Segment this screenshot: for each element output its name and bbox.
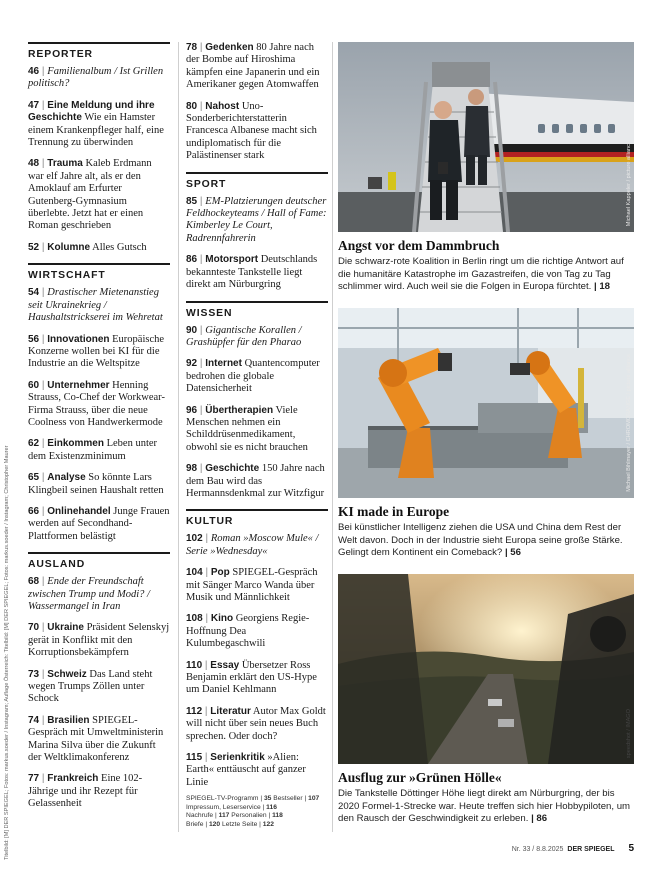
section-heading: WIRTSCHAFT (28, 270, 106, 282)
separator: | (39, 773, 48, 785)
toc-entry[interactable] (28, 773, 170, 810)
toc-keyword: Einkommen (47, 438, 104, 450)
toc-entry[interactable] (186, 660, 328, 697)
toc-description: Das Land steht wegen Trumps Zöllen unter Schock (28, 668, 153, 705)
toc-keyword: Ukraine (47, 622, 84, 634)
toc-page-number: 70 (28, 622, 40, 634)
toc-page-number: 73 (28, 668, 40, 680)
toc-section (186, 509, 328, 789)
toc-page-number: 54 (28, 287, 40, 299)
toc-page-number: 86 (186, 254, 198, 266)
toc-entry[interactable] (28, 66, 170, 91)
issue-date: Nr. 33 / 8.8.2025 (511, 846, 564, 853)
toc-entry[interactable] (186, 752, 328, 789)
separator: | (39, 472, 48, 484)
toc-page-number: 48 (28, 158, 40, 170)
toc-description: So könnte Lars Klingbeil seinen Haushalt retten (28, 472, 164, 496)
toc-description: Junge Frauen werden auf Secondhand-Plattformen belästigt (28, 505, 170, 542)
toc-description: Autor Max Goldt will nicht über sein neues Buch sprechen. Oder doch? (186, 705, 326, 742)
separator: | (197, 254, 206, 266)
toc-page-number: 92 (186, 358, 198, 370)
toc-keyword: Innovationen (47, 333, 110, 345)
toc-description: Ende der Freundschaft zwischen Trump und Modi? / Wassermangel in Iran (28, 576, 150, 612)
toc-entry[interactable] (28, 100, 170, 150)
toc-page-number: 78 (186, 42, 198, 53)
toc-keyword: Geschichte (205, 463, 260, 475)
column-divider (332, 42, 333, 832)
service-page: 120 (208, 820, 221, 828)
toc-description: EM-Platzierungen deutscher Feldhockeyteams / Hall of Fame: Kimberley Le Court, Radrennfahrerin (186, 195, 327, 244)
feature-teaser: Die Tankstelle Döttinger Höhe liegt direkt am Nürburgring, der bis 2020 Formel-1-Strecke war. Heute treffen sich hier Hobbypiloten, um den Rausch der Geschwindigkeit zu erleben. | 86 (338, 788, 631, 825)
toc-description: 150 Jahre nach dem Bau wird das Hermannsdenkmal zur Witzfigur (186, 463, 325, 499)
service-listing (186, 795, 328, 829)
toc-section (186, 172, 328, 292)
toc-description: Übersetzer Ross Benjamin erklärt den US-Hype um Daniel Kehlmann (186, 659, 317, 696)
toc-page-number: 102 (186, 533, 203, 545)
toc-page-number: 52 (28, 241, 40, 253)
toc-keyword: Gedenken (205, 42, 254, 53)
service-row: Briefe | 120 Letzte Seite | 122 (186, 820, 274, 828)
toc-description: Quantencomputer bedrohen die globale Datensicherheit (186, 358, 320, 395)
toc-entry[interactable] (186, 567, 328, 604)
feature-title[interactable]: Ausflug zur »Grünen Hölle« (338, 770, 502, 785)
page-number: 5 (628, 843, 634, 854)
toc-entry[interactable] (28, 669, 170, 706)
toc-entry[interactable] (28, 506, 170, 543)
toc-keyword: Serienkritik (210, 752, 265, 764)
toc-description: Viele Menschen nehmen ein Schilddrüsenmedikament, obwohl sie es nicht brauchen (186, 404, 308, 453)
toc-entry[interactable] (186, 42, 328, 92)
separator: | (39, 158, 48, 170)
toc-page-number: 68 (28, 576, 40, 588)
service-item[interactable]: SPIEGEL-TV-Programm (186, 795, 259, 803)
service-item[interactable]: Briefe (186, 820, 204, 828)
toc-page-number: 46 (28, 66, 40, 77)
toc-description: »Alien: Earth« enttäuscht auf ganzer Linie (186, 752, 306, 788)
feature-gaza[interactable] (338, 42, 634, 294)
photo-credit: speedshot / IMAGO (626, 708, 632, 758)
toc-page-number: 47 (28, 99, 40, 111)
toc-entry[interactable] (186, 463, 328, 500)
toc-page-number: 104 (186, 567, 203, 579)
page-footer (338, 843, 634, 854)
toc-keyword: Übertherapien (205, 404, 274, 416)
toc-page-number: 85 (186, 195, 198, 207)
toc-page-number: 56 (28, 333, 40, 345)
feature-teaser: Bei künstlicher Intelligenz ziehen die USA und China dem Rest der Welt davon. Doch in der Industrie sieht Europa seine große Stärke. Gelingt dem Kontinent ein Comeback? | 56 (338, 522, 623, 559)
service-row: Impressum, Leserservice | 116 (186, 803, 277, 811)
toc-section (28, 552, 170, 811)
feature-photo-robot (338, 308, 634, 498)
toc-keyword: Essay (210, 659, 240, 671)
service-page: 118 (272, 812, 283, 820)
toc-entry[interactable] (186, 325, 328, 350)
toc-page-number: 74 (28, 714, 40, 726)
toc-section (186, 42, 328, 163)
toc-page-number: 115 (186, 752, 203, 764)
toc-keyword: Nahost (205, 100, 240, 112)
separator: | (202, 659, 211, 671)
toc-page-number: 98 (186, 463, 198, 475)
toc-keyword: Kino (210, 613, 234, 625)
service-item[interactable]: Bestseller (273, 795, 303, 803)
left-photo-credit: Titelbild: [M] DER SPIEGEL; Fotos: markus.soeder / Instagram; Auflage Österreich: Titelbild: [M] DER SPIEGEL; Fotos: markus.soeder / Instagram; Christopher Maurer (4, 445, 10, 860)
toc-description: Uno-Sonderberichterstatterin Francesca Albanese macht sich undiplomatisch für die Palästinenser stark (186, 100, 317, 162)
toc-entry[interactable] (28, 715, 170, 765)
toc-section (28, 42, 170, 254)
feature-photo-race-track (338, 574, 634, 764)
toc-keyword: Literatur (210, 705, 251, 717)
toc-entry[interactable] (186, 101, 328, 163)
toc-description: Eine 102-Jährige und ihr Rezept für Gelassenheit (28, 773, 143, 810)
feature-ki[interactable] (338, 308, 634, 560)
toc-keyword: Trauma (47, 158, 83, 170)
toc-entry[interactable] (186, 706, 328, 743)
service-item[interactable]: Personalien (231, 812, 267, 820)
separator: | (197, 100, 206, 112)
separator: | (197, 463, 206, 475)
toc-description: Präsident Selenskyj gerät in Konflikt mit den Korruptionsbekämpfern (28, 622, 170, 659)
toc-description: Georgiens Regie-Hoffnung Dea Kulumbegaschwili (186, 613, 310, 650)
toc-entry[interactable] (186, 613, 328, 650)
toc-page-number: 80 (186, 100, 198, 112)
toc-description: Roman »Moscow Mule« / Serie »Wednesday« (186, 533, 319, 557)
separator: | (39, 714, 48, 726)
toc-entry[interactable] (28, 287, 170, 324)
toc-entry[interactable] (186, 533, 328, 558)
toc-description: SPIEGEL-Gespräch mit Sänger Marco Wanda über Musik und Männlichkeit (186, 567, 318, 603)
separator: | (39, 576, 48, 588)
service-page: 107 (308, 795, 320, 803)
toc-description: Europäische Konzerne wollen bei KI für die Industrie an die Weltspitze (28, 333, 165, 370)
separator: | (197, 195, 206, 207)
toc-description: Deutschlands bekannteste Tankstelle liegt direkt am Nürburgring (186, 254, 318, 291)
separator: | (39, 333, 48, 345)
separator: | (39, 379, 48, 391)
toc-description: SPIEGEL-Gespräch mit Umweltministerin Marina Silva über die Zukunft der Weltklimakonferenz (28, 714, 164, 764)
toc-description: Kaleb Erdmann war elf Jahre alt, als er den Amoklauf am Erfurter Gutenberg-Gymnasium überlebte. Jetzt hat er einen Roman geschrieben (28, 158, 152, 232)
separator: | (202, 567, 211, 579)
separator: | (197, 324, 206, 336)
toc-page-number: 112 (186, 705, 203, 717)
separator: | (39, 622, 48, 634)
separator: | (39, 66, 48, 77)
toc-entry[interactable] (186, 358, 328, 395)
toc-description: 80 Jahre nach der Bombe auf Hiroshima kämpfen eine Japanerin und ein Amerikaner gegen Atomwaffen (186, 42, 320, 91)
toc-keyword: Brasilien (47, 714, 90, 726)
toc-description: Wie ein Hamster einem Krankenpfleger half, eine Trennung zu überwinden (28, 112, 164, 149)
separator: | (202, 705, 211, 717)
separator: | (39, 99, 48, 111)
separator: | (202, 752, 211, 764)
separator: | (197, 358, 206, 370)
toc-section (28, 263, 170, 543)
toc-entry[interactable] (28, 334, 170, 371)
section-heading: REPORTER (28, 49, 93, 60)
toc-description: Gigantische Korallen / Grashüpfer für den Pharao (186, 324, 302, 348)
toc-keyword: Eine Meldung und ihre Geschichte (28, 99, 155, 124)
publication-name: DER SPIEGEL (567, 846, 615, 853)
toc-keyword: Motorsport (205, 254, 259, 266)
section-heading: AUSLAND (28, 559, 86, 571)
toc-page-number: 60 (28, 379, 40, 391)
separator: | (39, 287, 48, 299)
separator: | (39, 505, 48, 517)
toc-column-middle (186, 42, 328, 829)
toc-keyword: Analyse (47, 472, 86, 484)
toc-description: Henning Strauss, Co-Chef der Workwear-Firma Strauss, über die neue Coolness von Handwerkermode (28, 379, 165, 428)
photo-credit: Michael Bihlmayer / CHROMORANGE / picture alliance (626, 354, 632, 492)
separator: | (202, 533, 211, 545)
service-page: 116 (266, 803, 277, 811)
service-item[interactable]: Impressum, Leserservice (186, 803, 261, 811)
toc-keyword: Frankreich (47, 773, 99, 785)
toc-entry[interactable] (28, 622, 170, 659)
toc-keyword: Kolumne (47, 241, 91, 253)
separator: | (197, 404, 206, 416)
toc-description: Leben unter dem Existenzminimum (28, 438, 158, 462)
toc-keyword: Pop (210, 567, 230, 579)
separator: | (39, 241, 48, 253)
toc-page-number: 108 (186, 613, 203, 625)
separator: | (197, 42, 206, 53)
section-heading: SPORT (186, 178, 227, 190)
toc-description: Alles Gutsch (92, 241, 147, 253)
photo-credit: Michael Kappeler / picture alliance (626, 140, 632, 226)
service-page: 117 (218, 812, 230, 820)
toc-entry[interactable] (186, 196, 328, 246)
toc-section (186, 301, 328, 501)
service-item[interactable]: Letzte Seite (221, 820, 258, 828)
toc-keyword: Internet (205, 358, 242, 370)
toc-entry[interactable] (186, 254, 328, 291)
toc-entry[interactable] (28, 158, 170, 232)
feature-title[interactable]: KI made in Europe (338, 504, 450, 519)
toc-entry[interactable] (28, 438, 170, 463)
toc-entry[interactable] (28, 576, 170, 613)
separator: | (39, 668, 48, 680)
toc-column-left (28, 42, 170, 820)
toc-keyword: Unternehmer (47, 379, 110, 391)
toc-keyword: Schweiz (47, 668, 87, 680)
toc-entry[interactable] (28, 380, 170, 430)
feature-teaser: Die schwarz-rote Koalition in Berlin ringt um die richtige Antwort auf die humanitäre Katastrophe im Gazastreifen, die von Tag zu Tag schlimmer wird. Auch weil sie die Folgen in Europa fürchtet. | 18 (338, 256, 624, 293)
toc-page-number: 65 (28, 472, 40, 484)
section-heading: WISSEN (186, 307, 233, 319)
toc-page-number: 62 (28, 438, 40, 450)
feature-title[interactable]: Angst vor dem Dammbruch (338, 238, 500, 253)
feature-photo-airplane (338, 42, 634, 232)
toc-keyword: Onlinehandel (47, 505, 111, 517)
service-item[interactable]: Nachrufe (186, 812, 214, 820)
service-row: SPIEGEL-TV-Programm | 35 Bestseller | 107 (186, 795, 320, 803)
toc-description: Familienalbum / Ist Grillen politisch? (28, 66, 164, 90)
toc-page-number: 96 (186, 404, 198, 416)
toc-description: Drastischer Mietenanstieg seit Ukrainekrieg / Haushaltstrickserei im Wehretat (28, 287, 163, 324)
separator: | (39, 438, 48, 450)
toc-page-number: 110 (186, 659, 203, 671)
toc-entry[interactable] (28, 242, 170, 254)
toc-page-number: 66 (28, 505, 40, 517)
service-page: 35 (263, 795, 272, 803)
section-heading: KULTUR (186, 516, 234, 528)
separator: | (202, 613, 211, 625)
toc-entry[interactable] (28, 472, 170, 497)
feature-nuerburgring[interactable] (338, 574, 634, 826)
toc-page-number: 90 (186, 324, 198, 336)
column-divider (178, 42, 179, 832)
toc-page-number: 77 (28, 773, 40, 785)
service-row: Nachrufe | 117 Personalien | 118 (186, 812, 283, 820)
service-page: 122 (262, 820, 274, 828)
toc-entry[interactable] (186, 405, 328, 455)
